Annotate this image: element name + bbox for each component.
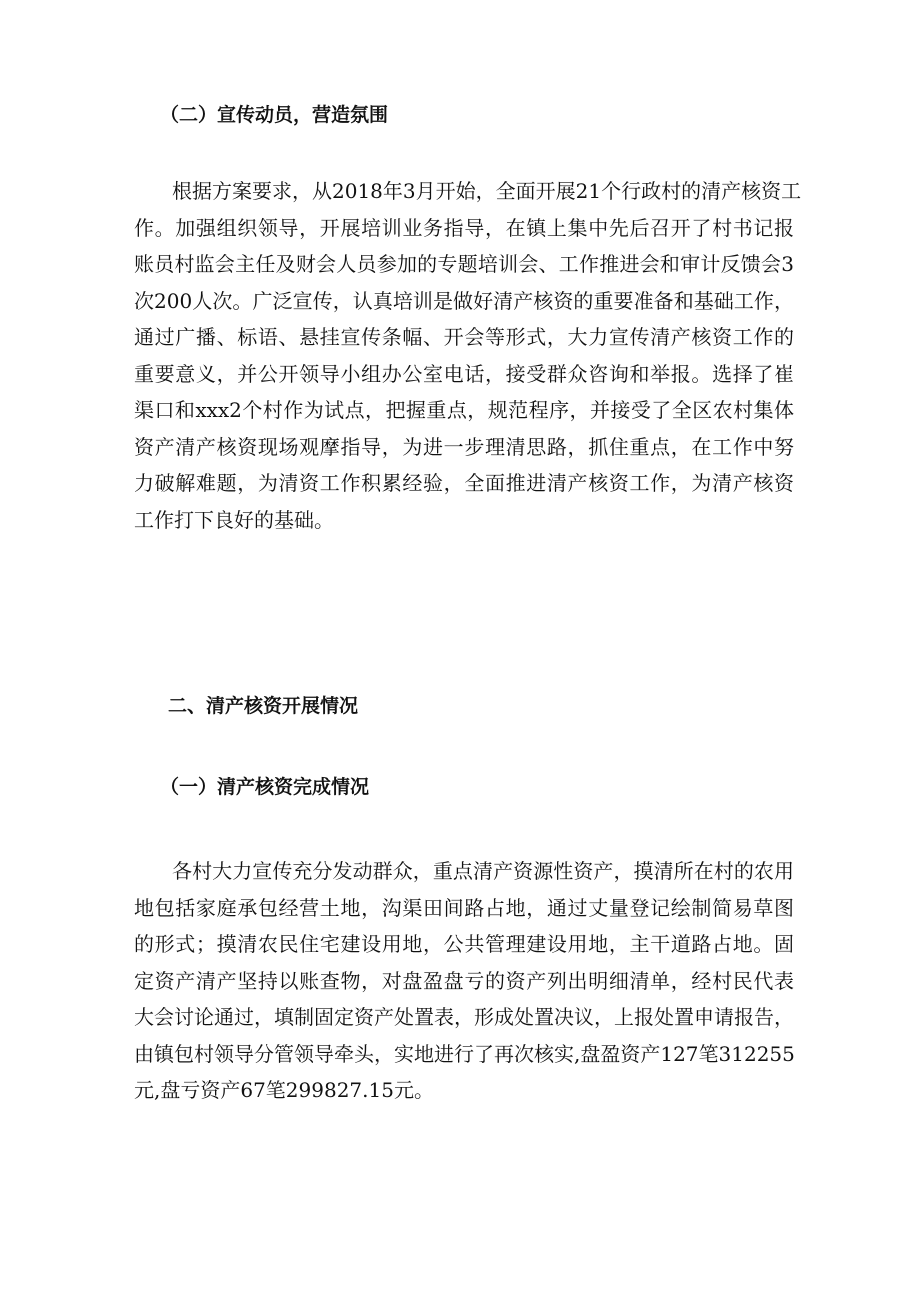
paragraph-line: 大会讨论通过，填制固定资产处置表，形成处置决议，上报处置申请报告， <box>134 1005 794 1029</box>
subsection-heading-completion: （一）清产核资完成情况 <box>160 776 370 798</box>
paragraph-line: 作。加强组织领导，开展培训业务指导，在镇上集中先后召开了村书记报 <box>134 215 794 240</box>
paragraph-line: 资产清产核资现场观摩指导，为进一步理清思路，抓住重点，在工作中努 <box>134 434 794 459</box>
paragraph-line: 账员村监会主任及财会人员参加的专题培训会、工作推进会和审计反馈会3 <box>134 252 794 276</box>
paragraph-line: 的形式；摸清农民住宅建设用地，公共管理建设用地，主干道路占地。固 <box>134 932 794 956</box>
paragraph-line: 定资产清产坚持以账查物，对盘盈盘亏的资产列出明细清单，经村民代表 <box>134 968 794 993</box>
paragraph-line: 由镇包村领导分管领导牵头，实地进行了再次核实,盘盈资产127笔312255 <box>134 1041 795 1066</box>
paragraph-line: 重要意义，并公开领导小组办公室电话，接受群众咨询和举报。选择了崔 <box>134 361 794 386</box>
paragraph-completion <box>134 853 794 1109</box>
paragraph-line: 次200人次。广泛宣传，认真培训是做好清产核资的重要准备和基础工作， <box>134 288 794 313</box>
paragraph-line: 根据方案要求，从2018年3月开始，全面开展21个行政村的清产核资工 <box>172 179 802 203</box>
paragraph-line: 元,盘亏资产67笔299827.15元。 <box>134 1078 434 1102</box>
paragraph-line: 渠口和xxx2个村作为试点，把握重点，规范程序，并接受了全区农村集体 <box>134 398 794 422</box>
subsection-heading-publicity: （二）宣传动员，营造氛围 <box>160 104 389 126</box>
paragraph-line: 地包括家庭承包经营土地，沟渠田间路占地，通过丈量登记绘制简易草图 <box>134 895 794 920</box>
paragraph-line: 各村大力宣传充分发动群众，重点清产资源性资产，摸清所在村的农用 <box>172 859 794 883</box>
paragraph-line: 力破解难题，为清资工作积累经验，全面推进清产核资工作，为清产核资 <box>134 471 794 495</box>
section-heading-progress: 二、清产核资开展情况 <box>168 695 359 717</box>
paragraph-line: 工作打下良好的基础。 <box>134 507 334 532</box>
paragraph-publicity <box>134 173 802 538</box>
paragraph-line: 通过广播、标语、悬挂宣传条幅、开会等形式，大力宣传清产核资工作的 <box>134 325 794 349</box>
